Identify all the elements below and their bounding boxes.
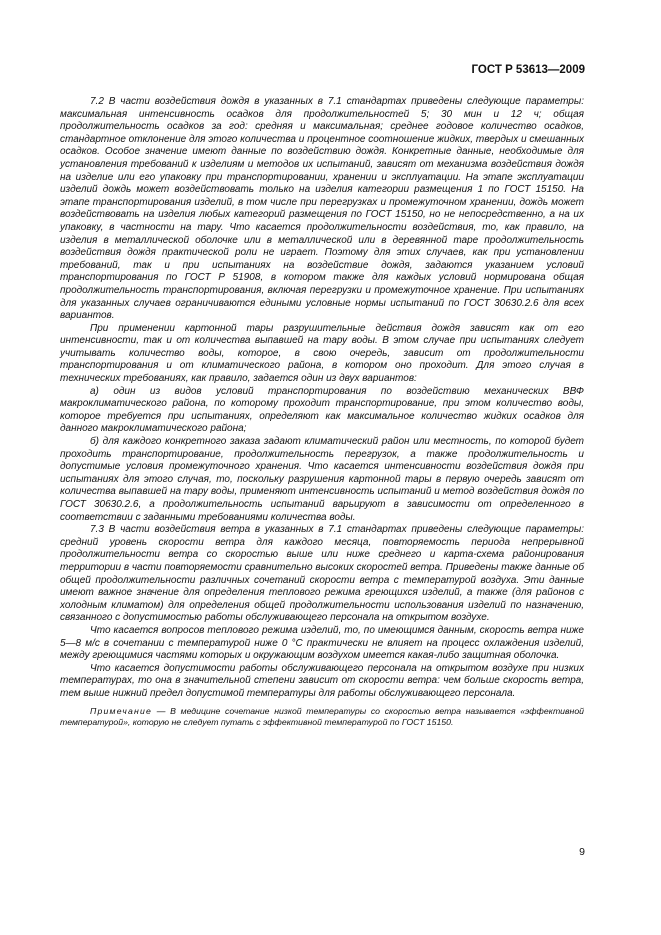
- paragraph-7-2: 7.2 В части воздействия дождя в указанных в 7.1 стандартах приведены следующие параметры: максимальная интенсивность осадков для продолжительностей 5; 30 мин и 12 ч; общая продолжительность осадков за год: средняя и максимальная; среднее годовое количество осадков, стандартное отклонение для этого количества и процентное соотношение жидких, твердых и смешанных осадков. Особое значение имеют данные по воздействию дождя. Конкретные данные, необходимые для установления требований к изделиям и методов их испытаний, зависят от механизма воздействия дождя на изделие или его упаковку при транспортировании, хранении и эксплуатации. На этапе эксплуатации изделий дождь может воздействовать только на изделия категории размещения 1 по ГОСТ 15150. На этапе транспортирования изделий, в том числе при перегрузках и промежуточном хранении, дождь может воздействовать на изделия любых категорий размещения по ГОСТ 15150, но не непосредственно, а на их упаковку, в частности на тару. Что касается продолжительности воздействия, то, как правило, на изделия в металлической оболочке или в металлической или в деревянной таре продолжительность воздействия дождя практической роли не играет. Поэтому для этих случаев, как при установлении требований, так и при испытаниях на воздействие дождя, задаются указанием условий транспортирования по ГОСТ Р 51908, в котором также для каждых условий нормирована общая продолжительность транспортирования, включая перегрузки и промежуточное хранение. При испытаниях для указанных случаев ограничиваются едиными условные нормы испытаний по ГОСТ 30630.2.6 для всех вариантов.: [60, 96, 584, 322]
- paragraph-7-3: 7.3 В части воздействия ветра в указанных в 7.1 стандартах приведены следующие параметры: средний уровень скорости ветра для каждого месяца, повторяемость периода непрерывной продолжительности ветра со скоростью выше или ниже среднего и карта-схема районирования территории в части повторяемости сравнительно высоких скоростей ветра. Приведены также данные об общей продолжительности различных сочетаний скорости ветра с температурой воздуха. Эти данные имеют важное значение для определения теплового режима греющихся изделий, а также (для районов с холодным климатом) для определения общей продолжительности использования изделий по назначению, связанного с допустимостью работы обслуживающего персонала на открытом воздухе.: [60, 524, 584, 624]
- note: [60, 706, 584, 729]
- paragraph-personnel-work: Что касается допустимости работы обслуживающего персонала на открытом воздухе при низких температурах, то она в значительной степени зависит от скорости ветра: чем больше скорость ветра, тем выше нижний предел допустимой температуры для работы обслуживающего персонала.: [60, 662, 584, 699]
- paragraph-option-a: а) один из видов условий транспортирования по воздействию механических ВВФ макроклиматического района, по которому проходит транспортирование, при этом количество воды, которое требуется при испытаниях, определяют как максимальное количество жидких осадков для данного макроклиматического района;: [60, 385, 584, 435]
- page-number: 9: [579, 846, 585, 858]
- paragraph-cardboard-packaging: При применении картонной тары разрушительные действия дождя зависят как от его интенсивности, так и от количества выпавшей на тару воды. В этом случае при испытаниях следует учитывать количество воды, которое, в свою очередь, зависит от продолжительности транспортирования и от климатического района, в котором оно проходит. Для этого случая в технических требованиях, как правило, задается один из двух вариантов:: [60, 322, 584, 385]
- note-label: Примечание: [90, 705, 153, 716]
- paragraph-thermal-mode: Что касается вопросов теплового режима изделий, то, по имеющимся данным, скорость ветра ниже 5—8 м/с в сочетании с температурой ниже 0 °С практически не влияет на процесс охлаждения изделий, между греющимися частями которых и окружающим воздухом имеется какая-либо защитная оболочка.: [60, 624, 584, 662]
- paragraph-option-b: б) для каждого конкретного заказа задают климатический район или местность, по которой будет проходить транспортирование, продолжительность перегрузок, а также продолжительность и допустимые условия промежуточного хранения. Что касается интенсивности воздействия дождя при испытаниях для этого случая, то, поскольку разрушения картонной тары в первую очередь зависят от количества выпавшей на тару воды, применяют интенсивность испытаний и метод воздействия дождя по ГОСТ 30630.2.6, а продолжительность испытаний варьируют в зависимости от определенного в соответствии с заданными требованиями количества воды.: [60, 436, 584, 523]
- note-text: — В медицине сочетание низкой температуры со скоростью ветра называется «эффективной температурой», которую не следует путать с эффективной температурой по ГОСТ 15150.: [60, 705, 584, 728]
- document-header: ГОСТ Р 53613—2009: [471, 64, 585, 76]
- document-body: [60, 96, 584, 729]
